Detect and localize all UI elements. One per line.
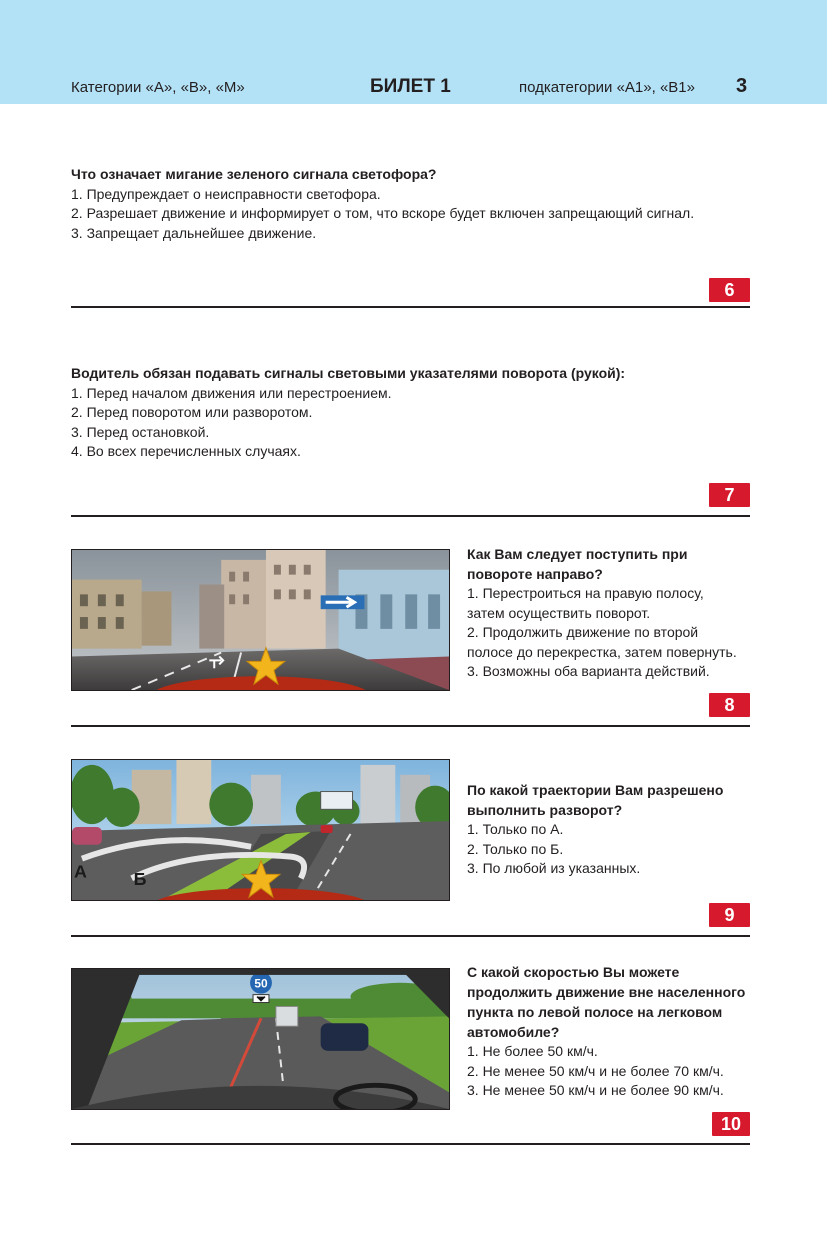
trajectory-label-b: Б [133,869,147,890]
question-number-badge: 6 [709,278,750,302]
page-header [0,0,827,104]
answer-option-2[interactable]: 2. Не менее 50 км/ч и не более 70 км/ч. [467,1062,724,1079]
answer-option-3[interactable]: 3. Не менее 50 км/ч и не более 90 км/ч. [467,1082,724,1098]
question-7 [71,364,761,462]
divider [71,306,750,308]
question-10-illustration [71,968,450,1110]
page-number: 3 [736,75,748,97]
answer-option-1[interactable]: 1. Только по А. [467,821,564,837]
divider [71,515,750,517]
answer-option-3[interactable]: 3. Запрещает дальнейшее движение. [71,224,317,241]
question-number-badge: 7 [709,483,750,507]
question-number-badge: 10 [712,1112,750,1136]
answer-option-1[interactable]: 1. Перед началом движения или перестроением. [71,384,392,401]
answer-option-2[interactable]: 2. Разрешает движение и информирует о том, что вскоре будет включен запрещающий сигнал. [71,205,695,221]
answer-option-1[interactable]: 1. Не более 50 км/ч. [467,1043,598,1059]
divider [71,725,750,727]
question-title-line: продолжить движение вне населенного [467,984,746,1000]
question-number-badge: 8 [709,693,750,717]
question-8 [467,544,767,682]
question-title-line: С какой скоростью Вы можете [467,964,680,980]
answer-option-4[interactable]: 4. Во всех перечисленных случаях. [71,443,301,459]
question-title: Что означает мигание зеленого сигнала светофора? [71,166,437,182]
question-8-illustration [71,549,450,691]
answer-option-3[interactable]: 3. Возможны оба варианта действий. [467,663,710,679]
divider [71,935,750,937]
answer-option-3[interactable]: 3. Перед остановкой. [71,423,210,440]
question-title-line: Как Вам следует поступить при [467,546,688,562]
question-number-badge: 9 [709,903,750,927]
answer-option-2[interactable]: 2. Перед поворотом или разворотом. [71,404,313,420]
answer-option-2[interactable]: 2. Продолжить движение по второй [467,624,699,640]
answer-option-1[interactable]: 1. Предупреждает о неисправности светофора. [71,185,381,202]
question-6 [71,165,761,243]
question-title-line: автомобиле? [467,1024,560,1040]
question-9-illustration [71,759,450,901]
question-title-line: пункта по левой полосе на легковом [467,1004,723,1020]
divider [71,1143,750,1145]
question-title-line: повороте направо? [467,566,603,582]
question-title: Водитель обязан подавать сигналы световыми указателями поворота (рукой): [71,365,626,381]
answer-option-1[interactable]: 1. Перестроиться на правую полосу, [467,585,704,601]
question-10 [467,962,767,1101]
ticket-title: БИЛЕТ 1 [370,76,451,97]
question-9 [467,780,767,879]
speed-limit-value: 50 [254,976,268,991]
answer-option-2[interactable]: 2. Только по Б. [467,840,564,857]
question-title-line: По какой траектории Вам разрешено [467,782,724,798]
answer-option-3[interactable]: 3. По любой из указанных. [467,860,641,876]
trajectory-label-a: А [73,861,87,882]
answer-option-2-cont[interactable]: полосе до перекрестка, затем повернуть. [467,643,737,660]
subcategories-label: подкатегории «А1», «В1» [519,79,695,96]
answer-option-1-cont[interactable]: затем осуществить поворот. [467,604,651,621]
categories-label: Категории «А», «В», «М» [71,79,245,96]
question-title-line: выполнить разворот? [467,802,623,818]
